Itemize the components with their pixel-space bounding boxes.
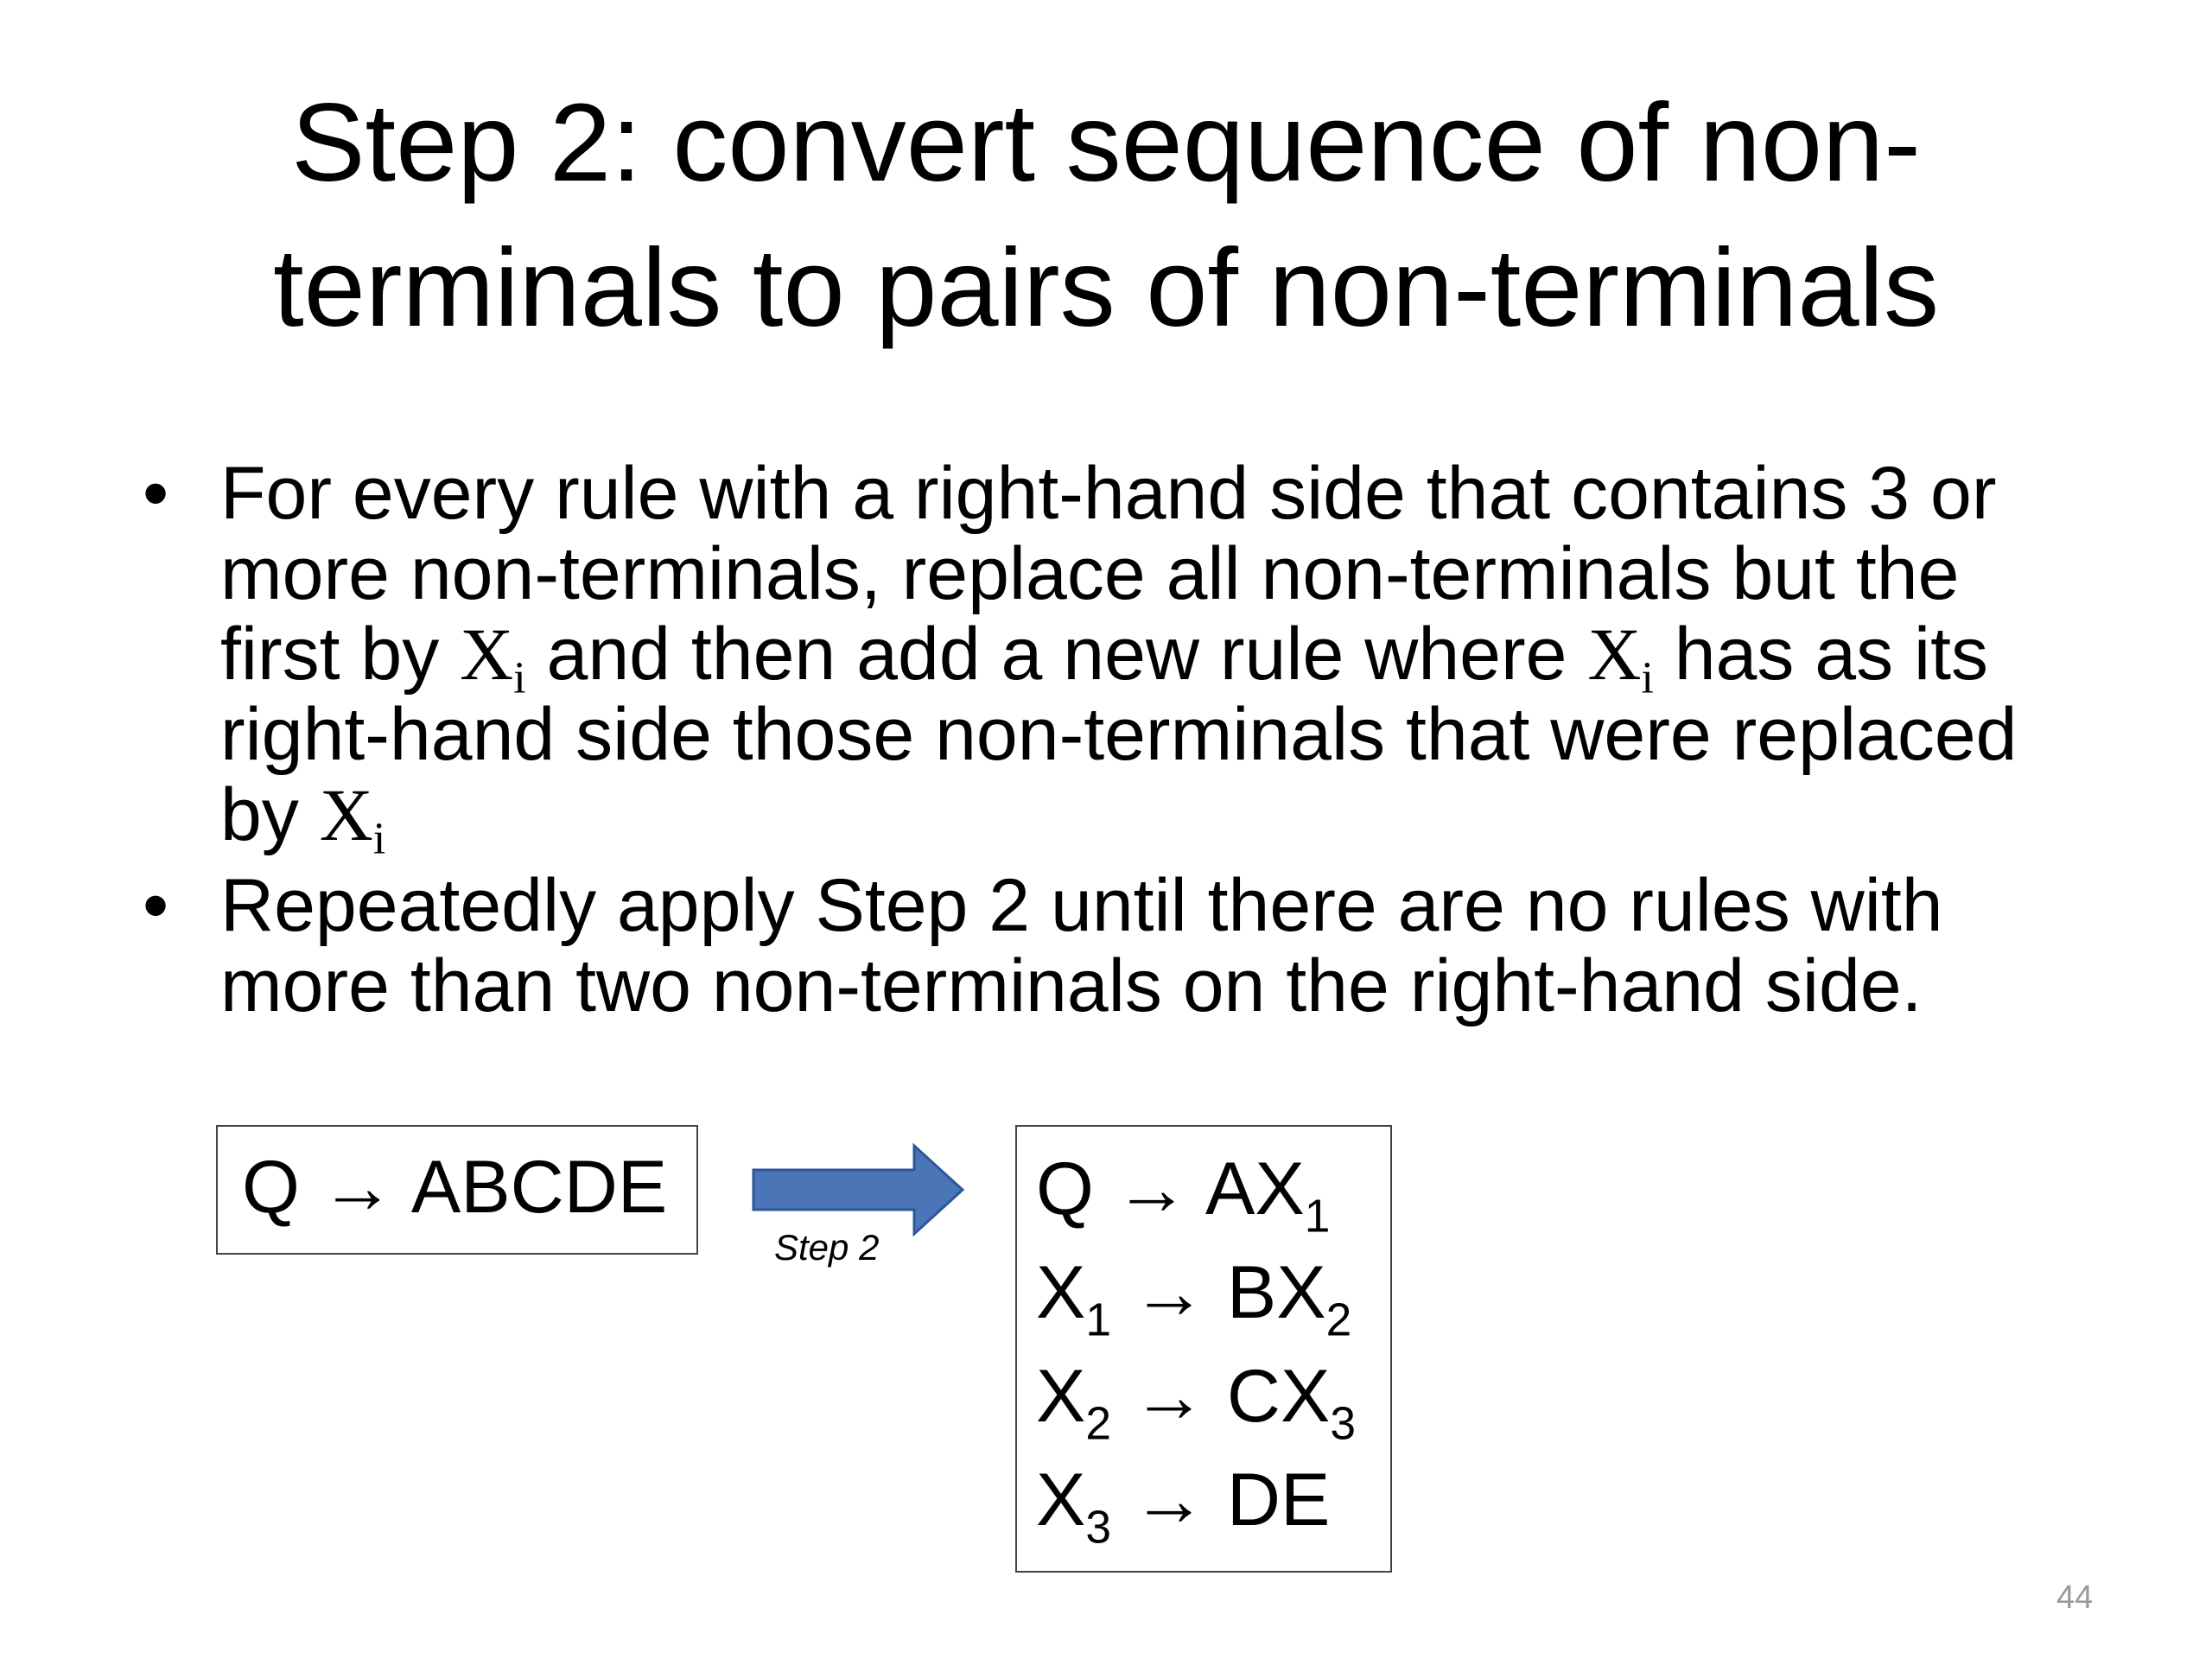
bullet-1-line-5 (220, 773, 2126, 864)
result-rule: $X_2 \to CX_3$ (1036, 1355, 1356, 1450)
bullet-2-line-1: Repeatedly apply Step 2 until there are no rules with (220, 864, 1943, 947)
variable-xi: $X_i$ (1587, 613, 1654, 703)
text-fragment: by (220, 773, 320, 856)
result-rule: $X_1 \to BX_2$ (1036, 1251, 1352, 1346)
bullet-marker: • (142, 864, 169, 947)
slide-title (0, 71, 2212, 361)
result-rules-box (1015, 1125, 1392, 1573)
bullet-1-line-3 (220, 613, 2126, 703)
title-line-1: Step 2: convert sequence of non- (291, 81, 1921, 205)
bullet-item-1 (130, 452, 2126, 864)
text-fragment: has as its (1653, 613, 1988, 696)
bullet-2-line-2: more than two non-terminals on the right-hand side. (220, 944, 1923, 1027)
original-rule: Q → ABCDE (242, 1146, 668, 1229)
step-label: Step 2 (774, 1227, 880, 1268)
original-rule-box (216, 1125, 698, 1255)
title-line-2: terminals to pairs of non-terminals (273, 226, 1939, 350)
variable-xi: $X_i$ (460, 613, 526, 703)
result-rule: $Q \to AX_1$ (1036, 1147, 1331, 1243)
result-rule: $X_3$ → DE (1036, 1459, 1331, 1554)
bullet-1-line-1: For every rule with a right-hand side that contains 3 or (220, 452, 1997, 535)
bullet-item-2 (130, 866, 2126, 1027)
step-arrow (750, 1142, 966, 1237)
right-arrow-icon (750, 1142, 966, 1237)
text-fragment: and then add a new rule where (525, 613, 1588, 696)
text-fragment: first by (220, 613, 461, 696)
variable-xi: $X_i$ (319, 773, 386, 864)
bullet-1-line-4: right-hand side those non-terminals that were replaced (220, 693, 2018, 776)
bullet-1-line-2: more non-terminals, replace all non-terminals but the (220, 532, 1960, 615)
bullet-marker: • (142, 452, 169, 535)
page-number: 44 (2056, 1580, 2094, 1616)
bullet-list (130, 454, 2126, 1037)
